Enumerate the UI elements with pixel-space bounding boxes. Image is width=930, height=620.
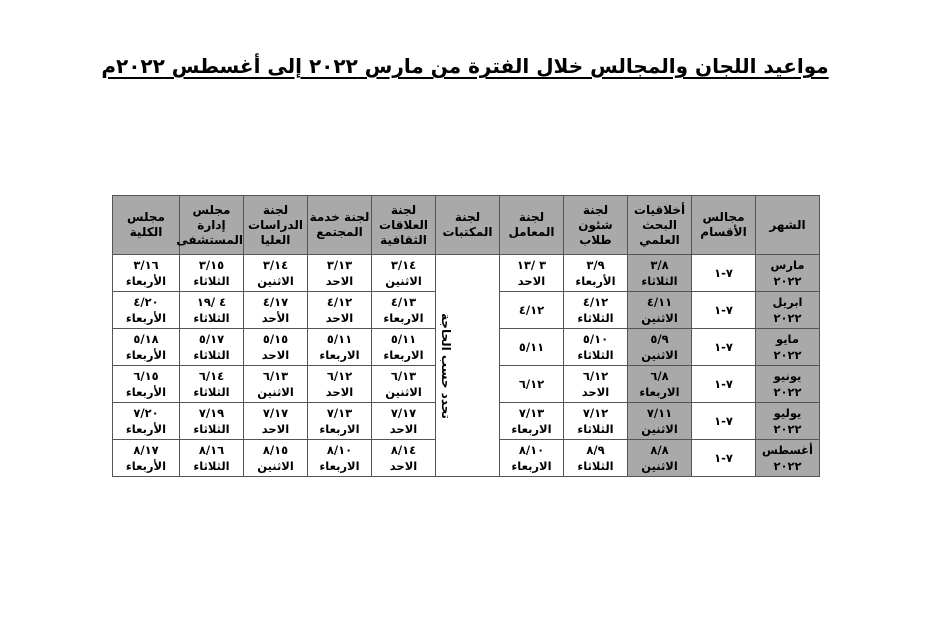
- labs-cell: ٤/١٢: [500, 292, 564, 329]
- community-cell: ٧/١٣ الاربعاء: [308, 403, 372, 440]
- faculty-cell: ٦/١٥ الأربعاء: [113, 366, 180, 403]
- header-students: لجنة شئون طلاب: [564, 196, 628, 255]
- students-cell: ٦/١٢ الاحد: [564, 366, 628, 403]
- cultural-cell: ٥/١١ الاربعاء: [372, 329, 436, 366]
- cultural-cell: ٤/١٣ الاربعاء: [372, 292, 436, 329]
- community-cell: ٥/١١ الاربعاء: [308, 329, 372, 366]
- faculty-cell: ٨/١٧ الأربعاء: [113, 440, 180, 477]
- students-cell: ٧/١٢ الثلاثاء: [564, 403, 628, 440]
- graduate-cell: ٣/١٤ الاثنين: [244, 255, 308, 292]
- hospital-cell: ٣/١٥ الثلاثاء: [180, 255, 244, 292]
- graduate-cell: ٦/١٣ الاثنين: [244, 366, 308, 403]
- cultural-cell: ٦/١٣ الاثنين: [372, 366, 436, 403]
- header-faculty: مجلس الكلية: [113, 196, 180, 255]
- cultural-cell: ٨/١٤ الاحد: [372, 440, 436, 477]
- header-library: لجنة المكتبات: [436, 196, 500, 255]
- hospital-cell: ٥/١٧ الثلاثاء: [180, 329, 244, 366]
- hospital-cell: ٦/١٤ الثلاثاء: [180, 366, 244, 403]
- departments-cell: ٧-١: [692, 255, 756, 292]
- header-hospital: مجلس إدارة المستشفى: [180, 196, 244, 255]
- library-merged-cell: [436, 255, 500, 477]
- graduate-cell: ٧/١٧ الاحد: [244, 403, 308, 440]
- departments-cell: ٧-١: [692, 366, 756, 403]
- community-cell: ٦/١٢ الاحد: [308, 366, 372, 403]
- cultural-cell: ٣/١٤ الاثنين: [372, 255, 436, 292]
- ethics-cell: ٤/١١ الاثنين: [628, 292, 692, 329]
- ethics-cell: ٧/١١ الاثنين: [628, 403, 692, 440]
- library-note: تحدد حسب الحاجة: [439, 312, 454, 419]
- departments-cell: ٧-١: [692, 329, 756, 366]
- month-cell: أغسطس ٢٠٢٢: [756, 440, 820, 477]
- month-cell: ابريل ٢٠٢٢: [756, 292, 820, 329]
- ethics-cell: ٦/٨ الاربعاء: [628, 366, 692, 403]
- table-row: [113, 255, 820, 292]
- header-community: لجنة خدمة المجتمع: [308, 196, 372, 255]
- community-cell: ٤/١٢ الاحد: [308, 292, 372, 329]
- cultural-cell: ٧/١٧ الاحد: [372, 403, 436, 440]
- departments-cell: ٧-١: [692, 292, 756, 329]
- hospital-cell: ٧/١٩ الثلاثاء: [180, 403, 244, 440]
- labs-cell: ٥/١١: [500, 329, 564, 366]
- labs-cell: ٧/١٣ الاربعاء: [500, 403, 564, 440]
- students-cell: ٨/٩ الثلاثاء: [564, 440, 628, 477]
- faculty-cell: ٤/٢٠ الأربعاء: [113, 292, 180, 329]
- header-cultural: لجنة العلاقات الثقافية: [372, 196, 436, 255]
- graduate-cell: ٤/١٧ الأحد: [244, 292, 308, 329]
- ethics-cell: ٥/٩ الاثنين: [628, 329, 692, 366]
- students-cell: ٥/١٠ الثلاثاء: [564, 329, 628, 366]
- faculty-cell: ٥/١٨ الأربعاء: [113, 329, 180, 366]
- ethics-cell: ٣/٨ الثلاثاء: [628, 255, 692, 292]
- header-row: [113, 196, 820, 255]
- header-labs: لجنة المعامل: [500, 196, 564, 255]
- page-title: مواعيد اللجان والمجالس خلال الفترة من مارس ٢٠٢٢ إلى أغسطس ٢٠٢٢م: [101, 54, 829, 78]
- month-cell: يونيو ٢٠٢٢: [756, 366, 820, 403]
- faculty-cell: ٧/٢٠ الأربعاء: [113, 403, 180, 440]
- students-cell: ٤/١٢ الثلاثاء: [564, 292, 628, 329]
- community-cell: ٣/١٣ الاحد: [308, 255, 372, 292]
- schedule-table: [112, 195, 820, 477]
- graduate-cell: ٥/١٥ الاحد: [244, 329, 308, 366]
- departments-cell: ٧-١: [692, 403, 756, 440]
- month-cell: مايو ٢٠٢٢: [756, 329, 820, 366]
- header-departments: مجالس الأقسام: [692, 196, 756, 255]
- month-cell: يوليو ٢٠٢٢: [756, 403, 820, 440]
- students-cell: ٣/٩ الأربعاء: [564, 255, 628, 292]
- header-month: الشهر: [756, 196, 820, 255]
- month-cell: مارس ٢٠٢٢: [756, 255, 820, 292]
- ethics-cell: ٨/٨ الاثنين: [628, 440, 692, 477]
- hospital-cell: ٤ /١٩ الثلاثاء: [180, 292, 244, 329]
- hospital-cell: ٨/١٦ الثلاثاء: [180, 440, 244, 477]
- departments-cell: ٧-١: [692, 440, 756, 477]
- community-cell: ٨/١٠ الاربعاء: [308, 440, 372, 477]
- faculty-cell: ٣/١٦ الأربعاء: [113, 255, 180, 292]
- labs-cell: ٣ /١٣ الاحد: [500, 255, 564, 292]
- header-graduate: لجنة الدراسات العليا: [244, 196, 308, 255]
- labs-cell: ٦/١٢: [500, 366, 564, 403]
- labs-cell: ٨/١٠ الاربعاء: [500, 440, 564, 477]
- graduate-cell: ٨/١٥ الاثنين: [244, 440, 308, 477]
- header-ethics: أخلاقيات البحث العلمي: [628, 196, 692, 255]
